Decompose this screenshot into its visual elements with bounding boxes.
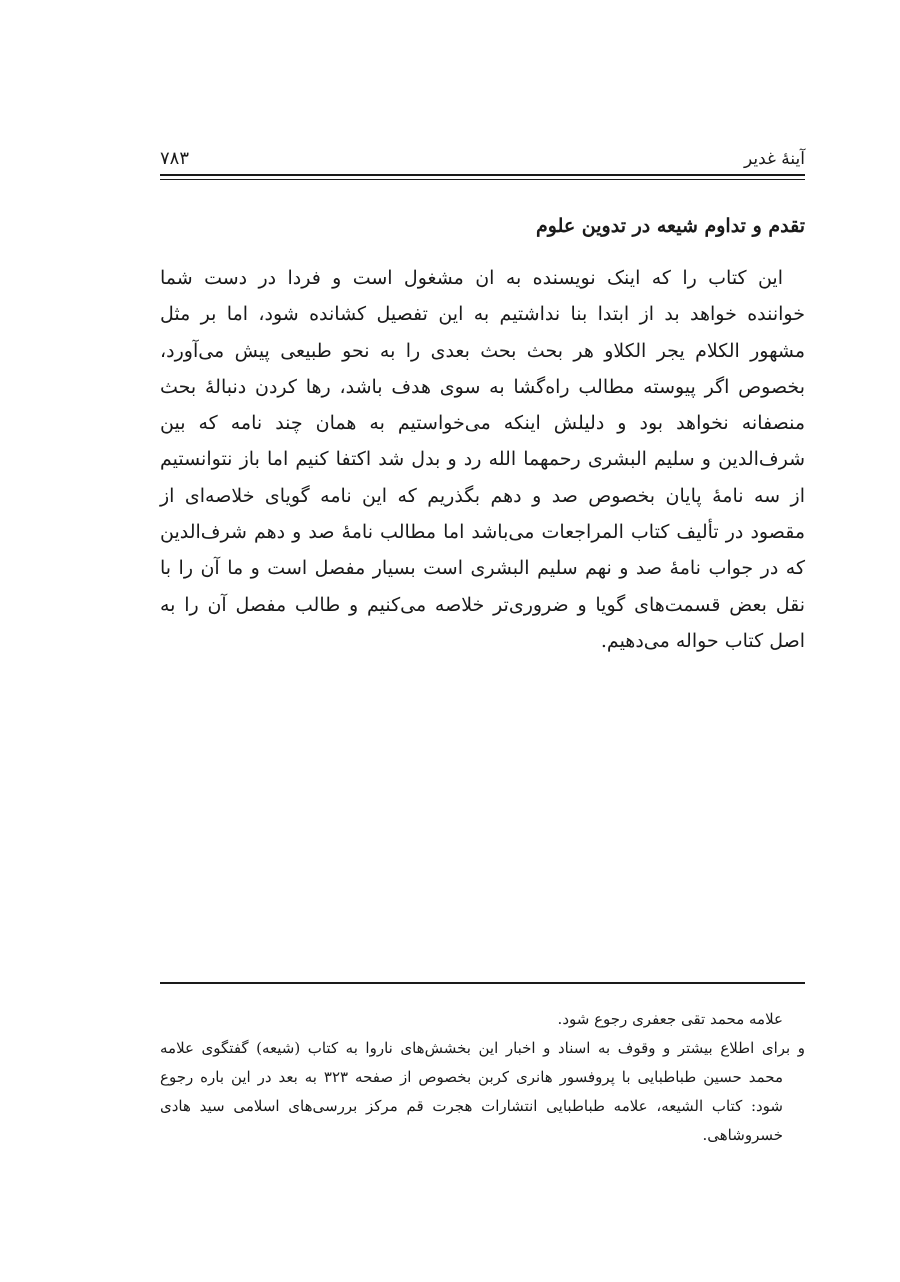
footnote-line: خسروشاهی.	[702, 1126, 783, 1144]
body-line: بخصوص اگر پیوسته مطالب راه‌گشا به سوی هدف باشد، رها کردن دنبالهٔ بحث	[160, 375, 805, 398]
body-line: نقل بعض قسمت‌های گویا و ضروری‌تر خلاصه می‌کنیم و طالب مفصل آن را به	[160, 593, 805, 616]
body-line: خواننده خواهد بد از ابتدا بنا نداشتیم به این تفصیل کشانده شود، اما بر مثل	[160, 303, 805, 326]
header-rule-thin	[160, 179, 805, 180]
running-header-title: آینهٔ غدیر	[743, 149, 805, 169]
footnote-line: شود: کتاب الشیعه، علامه طباطبایی انتشارات هجرت قم مرکز بررسی‌های اسلامی سید هادی	[160, 1097, 783, 1115]
body-line: مشهور الکلام یجر الکلاو هر بحث بحث بعدی را به نحو طبیعی پیش می‌آورد،	[160, 339, 805, 362]
body-line: از سه نامهٔ پایان بخصوص صد و دهم بگذریم که این نامه گویای خلاصه‌ای از	[160, 484, 805, 507]
page-number: ۷۸۳	[160, 148, 190, 169]
footnote-separator	[160, 982, 805, 984]
footnote-line: محمد حسین طباطبایی با پروفسور هانری کربن بخصوص از صفحه ۳۲۳ به بعد در این باره رجوع	[160, 1068, 783, 1086]
body-line: این کتاب را که اینک نویسنده به ان مشغول است و فردا در دست شما	[160, 267, 783, 289]
running-header	[160, 146, 805, 176]
body-line: منصفانه نخواهد بود و دلیلش اینکه می‌خواستیم به همان چند نامه که بین	[160, 412, 805, 435]
body-paragraph	[160, 260, 805, 659]
body-line: شرف‌الدین و سلیم البشری رحمهما الله رد و بدل شد اکتفا کنیم اما باز نتوانستیم	[160, 448, 805, 471]
section-heading: تقدم و تداوم شیعه در تدوین علوم	[535, 215, 805, 237]
header-rule-thick	[160, 174, 805, 176]
body-line: اصل کتاب حواله می‌دهیم.	[600, 629, 805, 652]
footnotes	[160, 1005, 805, 1150]
body-line: مقصود در تألیف کتاب المراجعات می‌باشد اما مطالب نامهٔ صد و دهم شرف‌الدین	[160, 521, 805, 544]
body-line: که در جواب نامهٔ صد و نهم سلیم البشری است بسیار مفصل است و ما آن را با	[160, 557, 805, 580]
footnote-line: علامه محمد تقی جعفری رجوع شود.	[557, 1010, 783, 1028]
footnote-line: و برای اطلاع بیشتر و وقوف به اسناد و اخبار این بخشش‌های ناروا به کتاب (شیعه) گفتگوی علامه	[160, 1039, 805, 1057]
